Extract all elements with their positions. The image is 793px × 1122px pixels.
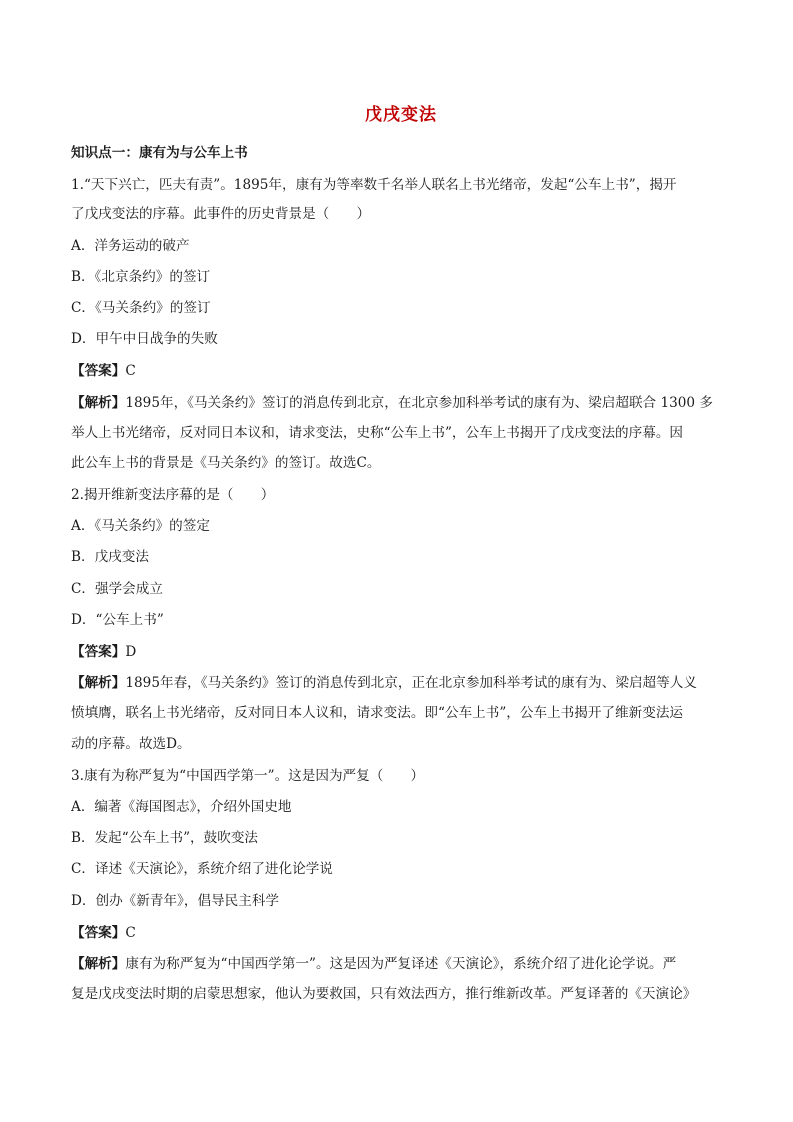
q2-option-d: D．“公车上书”	[71, 612, 164, 628]
document-page	[71, 0, 731, 1122]
answer-value: C	[125, 363, 136, 379]
q2-answer	[71, 642, 731, 662]
q2-analysis-line-2: 愤填膺，联名上书光绪帝，反对同日本人议和，请求变法。即“公车上书”，公车上书揭开了维新变法运	[71, 705, 684, 721]
q2-stem-line-1: 2.揭开维新变法序幕的是（ ）	[71, 487, 275, 503]
q3-option-a: A．编著《海国图志》，介绍外国史地	[71, 799, 292, 815]
q1-analysis-line-2: 举人上书光绪帝，反对同日本议和，请求变法，史称“公车上书”，公车上书揭开了戊戌变法的序幕。因	[71, 425, 684, 441]
analysis-label: 【解析】	[71, 395, 126, 411]
q3-analysis-line-2: 复是戊戌变法时期的启蒙思想家，他认为要救国，只有效法西方，推行维新改革。严复译著的《天演论》	[71, 986, 697, 1002]
q2-analysis-line-1	[71, 673, 731, 693]
q2-analysis-line-3: 动的序幕。故选D。	[71, 736, 191, 752]
analysis-label: 【解析】	[71, 956, 126, 972]
q2-option-b: B．戊戌变法	[71, 549, 149, 565]
q1-analysis-line-1	[71, 393, 731, 413]
answer-value: C	[125, 925, 136, 941]
q3-answer	[71, 923, 731, 943]
q1-stem-line-1: 1.“天下兴亡，匹夫有责”。1895年，康有为等率数千名举人联名上书光绪帝，发起“公车上书”，揭开	[71, 177, 677, 193]
answer-label: 【答案】	[71, 925, 126, 941]
q1-option-a: A．洋务运动的破产	[71, 238, 190, 254]
q2-option-a: A．《马关条约》的签定	[71, 518, 210, 534]
q3-stem-line-1: 3.康有为称严复为“中国西学第一”。这是因为严复（ ）	[71, 768, 425, 784]
analysis-label: 【解析】	[71, 675, 126, 691]
analysis-text: 康有为称严复为“中国西学第一”。这是因为严复译述《天演论》，系统介绍了进化论学说。严	[125, 956, 677, 972]
q1-option-b: B．《北京条约》的签订	[71, 269, 211, 285]
answer-label: 【答案】	[71, 363, 126, 379]
q3-option-d: D．创办《新青年》，倡导民主科学	[71, 893, 280, 909]
answer-label: 【答案】	[71, 644, 126, 660]
analysis-text: 1895年，《马关条约》签订的消息传到北京，在北京参加科举考试的康有为、梁启超联合 1300 多	[125, 395, 713, 411]
q1-analysis-line-3: 此公车上书的背景是《马关条约》的签订。故选C。	[71, 455, 381, 471]
q1-option-d: D．甲午中日战争的失败	[71, 331, 218, 347]
q3-option-b: B．发起“公车上书”，鼓吹变法	[71, 830, 259, 846]
q1-option-c: C．《马关条约》的签订	[71, 300, 211, 316]
q2-option-c: C．强学会成立	[71, 581, 163, 597]
section-heading: 知识点一：康有为与公车上书	[71, 145, 248, 161]
q3-analysis-line-1	[71, 954, 731, 974]
q1-stem-line-2: 了戊戌变法的序幕。此事件的历史背景是（ ）	[71, 206, 371, 222]
answer-value: D	[125, 644, 137, 660]
analysis-text: 1895年春，《马关条约》签订的消息传到北京，正在北京参加科举考试的康有为、梁启超等人义	[125, 675, 697, 691]
page-title: 戊戌变法	[365, 105, 437, 125]
q1-answer	[71, 361, 731, 381]
q3-option-c: C．译述《天演论》，系统介绍了进化论学说	[71, 861, 333, 877]
